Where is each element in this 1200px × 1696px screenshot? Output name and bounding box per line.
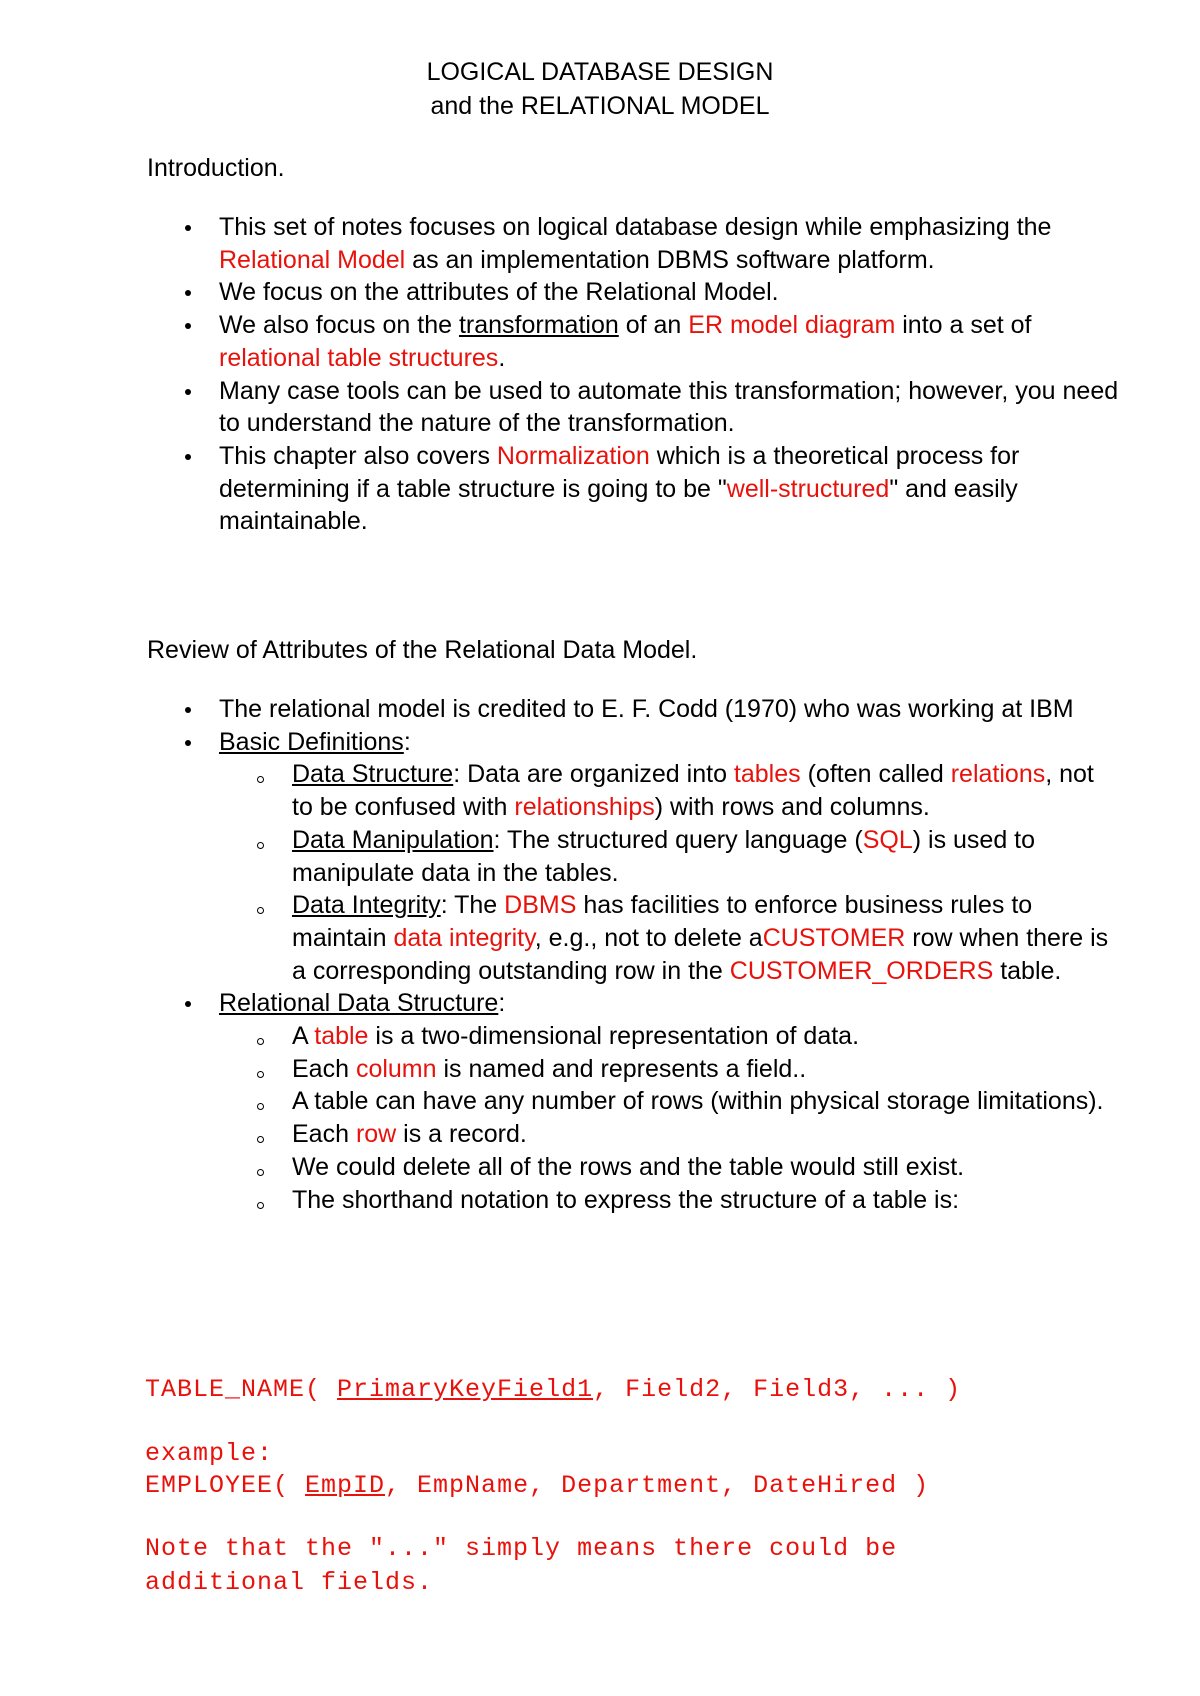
- text: as an implementation DBMS software platform.: [405, 245, 935, 274]
- text: .: [498, 343, 506, 372]
- text: The shorthand notation to express the structure of a table is:: [292, 1185, 960, 1214]
- list-item: [219, 440, 1119, 538]
- underlined-text: Data Structure: [292, 760, 454, 789]
- text: " and easily maintainable.: [219, 474, 1018, 536]
- intro-heading: Introduction.: [147, 154, 285, 182]
- basic-definitions-list: [219, 758, 1119, 987]
- highlight-text: DBMS: [504, 891, 577, 920]
- list-item: [219, 1184, 1119, 1217]
- underlined-text: Data Integrity: [292, 891, 441, 920]
- code-text: TABLE_NAME(: [145, 1375, 338, 1404]
- list-item: [219, 1151, 1119, 1184]
- text: is a two-dimensional representation of data.: [368, 1022, 860, 1051]
- underlined-text: Relational Data Structure: [219, 989, 499, 1018]
- text: :: [403, 727, 411, 756]
- highlight-text: relational table structures: [219, 343, 499, 372]
- text: : Data are organized into: [453, 760, 734, 789]
- list-item: [219, 693, 1119, 726]
- underlined-text: Basic Definitions: [219, 727, 404, 756]
- list-item: [219, 1118, 1119, 1151]
- highlight-text: column: [355, 1054, 437, 1083]
- review-heading: Review of Attributes of the Relational Data Model.: [147, 636, 698, 664]
- text: of an: [618, 311, 689, 340]
- primary-key-text: EmpID: [305, 1471, 386, 1500]
- text: into a set of: [895, 311, 1032, 340]
- code-text: , EmpName, Department, DateHired ): [385, 1471, 930, 1500]
- code-note-line-1: Note that the "..." simply means there could be: [145, 1534, 898, 1563]
- text: This set of notes focuses on logical database design while emphasizing the: [219, 213, 1052, 241]
- list-item: [219, 987, 1119, 1216]
- text: row when there is a corresponding outstanding row in the: [292, 923, 1109, 985]
- list-item: [219, 889, 1119, 987]
- code-example-label: example:: [145, 1439, 274, 1468]
- highlight-text: CUSTOMER_ORDERS: [729, 956, 994, 985]
- text: :: [498, 989, 506, 1018]
- title-line-2: and the RELATIONAL MODEL: [430, 92, 770, 120]
- text: The relational model is credited to E. F. Codd (1970) who was working at IBM: [219, 695, 1074, 723]
- underlined-text: transformation: [458, 311, 619, 340]
- text: This chapter also covers: [219, 441, 497, 470]
- intro-list: [219, 211, 1119, 538]
- list-item: [219, 726, 1119, 988]
- list-item: [219, 276, 1119, 309]
- highlight-text: Relational Model: [219, 245, 406, 274]
- review-list: [219, 693, 1119, 1216]
- text: ) is used to manipulate data in the tables.: [292, 825, 1036, 887]
- primary-key-text: PrimaryKeyField1: [337, 1375, 594, 1404]
- highlight-text: row: [355, 1120, 397, 1149]
- highlight-text: SQL: [862, 825, 913, 854]
- title-line-1: LOGICAL DATABASE DESIGN: [426, 58, 774, 86]
- highlight-text: table: [314, 1022, 369, 1051]
- text: : The: [440, 891, 505, 920]
- text: We could delete all of the rows and the table would still exist.: [292, 1152, 965, 1181]
- text: Many case tools can be used to automate this transformation; however, you need to understand the nature of the transformation.: [219, 376, 1119, 438]
- list-item: [219, 375, 1119, 440]
- highlight-text: Normalization: [496, 441, 650, 470]
- list-item: [219, 309, 1119, 374]
- text: Each: [292, 1054, 356, 1083]
- code-example-line: [145, 1470, 929, 1502]
- highlight-text: well-structured: [726, 474, 890, 503]
- text: is a record.: [396, 1120, 527, 1149]
- text: , not to be confused with: [292, 760, 1094, 822]
- text: We focus on the attributes of the Relational Model.: [219, 278, 779, 307]
- text: , e.g., not to delete a: [534, 923, 763, 952]
- list-item: [219, 211, 1119, 276]
- text: Each: [292, 1120, 356, 1149]
- text: ) with rows and columns.: [654, 793, 930, 822]
- text: (often called: [800, 760, 951, 789]
- highlight-text: relations: [950, 760, 1046, 789]
- text: has facilities to enforce business rules to maintain: [292, 891, 1033, 952]
- highlight-text: tables: [733, 760, 801, 789]
- text: which is a theoretical process for determining if a table structure is going to be ": [219, 441, 1020, 503]
- underlined-text: Data Manipulation: [292, 825, 494, 854]
- code-text: , Field2, Field3, ... ): [593, 1375, 962, 1404]
- text: : The structured query language (: [493, 825, 863, 854]
- text: A table can have any number of rows (within physical storage limitations).: [292, 1087, 1104, 1116]
- highlight-text: ER model diagram: [688, 311, 896, 340]
- highlight-text: data integrity: [393, 923, 535, 952]
- relational-structure-list: [219, 1020, 1119, 1216]
- text: table.: [993, 956, 1062, 985]
- highlight-text: relationships: [514, 793, 655, 822]
- list-item: [219, 1085, 1119, 1118]
- text: We also focus on the: [219, 311, 459, 340]
- text: A: [292, 1022, 315, 1051]
- code-note-line-2: additional fields.: [145, 1568, 434, 1597]
- text: is named and represents a field..: [436, 1054, 807, 1083]
- code-notation-line: [145, 1374, 961, 1406]
- list-item: [219, 758, 1119, 823]
- list-item: [219, 824, 1119, 889]
- list-item: [219, 1020, 1119, 1053]
- code-text: EMPLOYEE(: [145, 1471, 306, 1500]
- highlight-text: CUSTOMER: [762, 923, 906, 952]
- list-item: [219, 1053, 1119, 1086]
